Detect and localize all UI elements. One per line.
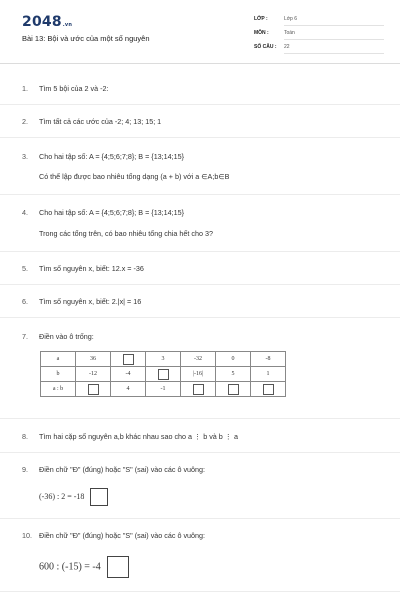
answer-box[interactable]: [88, 384, 99, 395]
meta-value: Lớp 6: [284, 16, 298, 22]
table-cell: 0: [216, 352, 251, 367]
question-number: 2.: [22, 117, 28, 126]
question-number: 3.: [22, 152, 28, 161]
question-text: Tìm 5 bội của 2 và -2:: [39, 84, 109, 93]
answer-box[interactable]: [228, 384, 239, 395]
table-row: [41, 352, 286, 367]
divider: [0, 137, 400, 138]
answer-box-cell[interactable]: [251, 382, 286, 397]
question-8: [22, 432, 238, 441]
table-row-label: a : b: [41, 382, 76, 397]
question-number: 9.: [22, 465, 28, 474]
question-3: [22, 152, 184, 161]
lesson-title: Bài 13: Bội và ước của một số nguyên: [22, 34, 150, 43]
table-cell: 3: [146, 352, 181, 367]
header-divider: [0, 63, 400, 64]
table-cell: -8: [251, 352, 286, 367]
divider: [0, 284, 400, 285]
question-1: [22, 84, 109, 93]
question-10: [22, 531, 205, 540]
table-cell: 4: [111, 382, 146, 397]
divider: [0, 418, 400, 419]
meta-value: Toán: [284, 30, 295, 36]
answer-box-cell[interactable]: [216, 382, 251, 397]
meta-key: MÔN :: [254, 30, 269, 36]
question-number: 4.: [22, 208, 28, 217]
question-5: [22, 264, 144, 273]
logo-suffix: .vn: [62, 22, 73, 28]
question-9-statement: [39, 488, 108, 506]
answer-box-cell[interactable]: [146, 367, 181, 382]
question-9: [22, 465, 205, 474]
answer-box-cell[interactable]: [181, 382, 216, 397]
table-cell: -32: [181, 352, 216, 367]
worksheet-header: [0, 0, 400, 64]
table-cell: 1: [251, 367, 286, 382]
site-logo[interactable]: [22, 14, 72, 30]
question-4-subtext: Trong các tổng trên, có bao nhiêu tổng chia hết cho 3?: [39, 229, 213, 238]
table-cell: 5: [216, 367, 251, 382]
divider: [0, 251, 400, 252]
table-cell: -4: [111, 367, 146, 382]
answer-box[interactable]: [263, 384, 274, 395]
meta-key: LỚP :: [254, 16, 268, 22]
question-number: 10.: [22, 531, 32, 540]
question-4: [22, 208, 184, 217]
divider: [0, 104, 400, 105]
question-6: [22, 297, 141, 306]
answer-box[interactable]: [123, 354, 134, 365]
table-cell: -12: [76, 367, 111, 382]
math-statement: 600 : (-15) = -4: [39, 561, 101, 573]
question-text: Cho hai tập số: A = {4;5;6;7;8}; B = {13;14;15}: [39, 152, 185, 161]
question-text: Điền vào ô trống:: [39, 332, 94, 341]
true-false-box[interactable]: [90, 488, 108, 506]
question-text: Tìm hai cặp số nguyên a,b khác nhau sao cho a ⋮ b và b ⋮ a: [39, 432, 238, 441]
divider: [0, 518, 400, 519]
true-false-box[interactable]: [107, 556, 129, 578]
divider: [0, 452, 400, 453]
table-cell: 36: [76, 352, 111, 367]
answer-box[interactable]: [158, 369, 169, 380]
question-number: 1.: [22, 84, 28, 93]
answer-box-cell[interactable]: [76, 382, 111, 397]
question-text: Tìm số nguyên x, biết: 12.x = -36: [39, 264, 144, 273]
question-3-subtext: Có thể lập được bao nhiêu tổng dạng (a + b) với a ∈A;b∈B: [39, 172, 230, 181]
table-cell: -1: [146, 382, 181, 397]
question-number: 6.: [22, 297, 28, 306]
table-row: [41, 382, 286, 397]
fill-in-table: [40, 351, 286, 397]
question-10-statement: [39, 556, 129, 578]
answer-box[interactable]: [193, 384, 204, 395]
question-text: Điền chữ "Đ" (đúng) hoặc "S" (sai) vào các ô vuông:: [39, 465, 206, 474]
table-row-label: a: [41, 352, 76, 367]
question-text: Tìm số nguyên x, biết: 2.|x| = 16: [39, 297, 142, 306]
divider: [0, 194, 400, 195]
question-2: [22, 117, 161, 126]
divider: [0, 591, 400, 592]
answer-box-cell[interactable]: [111, 352, 146, 367]
meta-value: 22: [284, 44, 290, 50]
question-text: Điền chữ "Đ" (đúng) hoặc "S" (sai) vào các ô vuông:: [39, 531, 206, 540]
divider: [0, 317, 400, 318]
question-7: [22, 332, 94, 341]
question-number: 5.: [22, 264, 28, 273]
meta-key: SỐ CÂU :: [254, 44, 277, 50]
table-row-label: b: [41, 367, 76, 382]
question-text: Cho hai tập số: A = {4;5;6;7;8}; B = {13;14;15}: [39, 208, 185, 217]
logo-text: 2048: [22, 14, 62, 30]
table-row: [41, 367, 286, 382]
question-text: Tìm tất cả các ước của -2; 4; 13; 15; 1: [39, 117, 162, 126]
question-number: 8.: [22, 432, 28, 441]
table-cell: |-16|: [181, 367, 216, 382]
question-number: 7.: [22, 332, 28, 341]
math-statement: (-36) : 2 = -18: [39, 491, 85, 501]
